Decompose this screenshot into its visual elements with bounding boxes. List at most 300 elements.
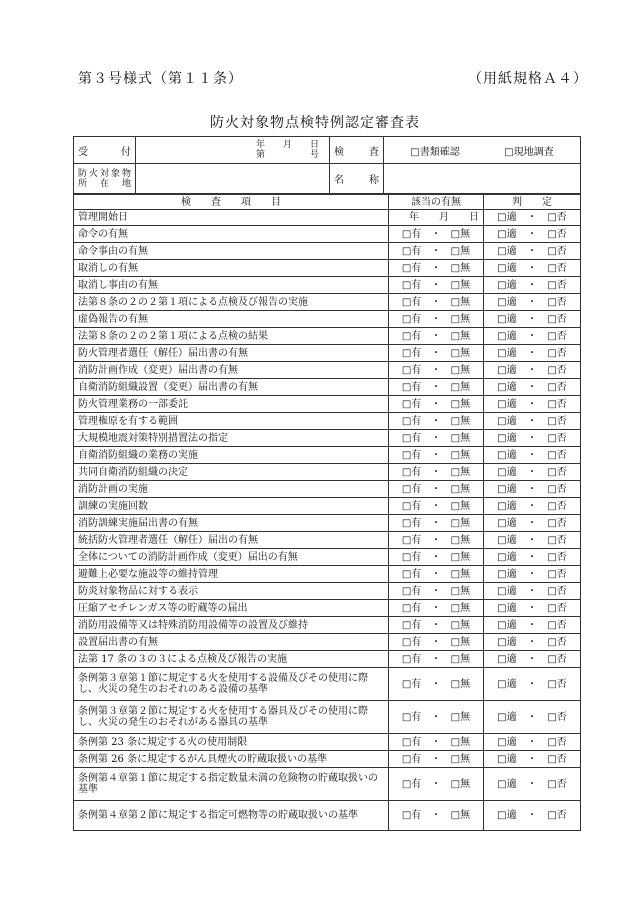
yes-checkbox[interactable]: □有: [401, 736, 422, 748]
separator: ・: [430, 279, 441, 291]
presence-cell: [389, 226, 484, 243]
separator: ・: [430, 483, 441, 495]
pass-checkbox[interactable]: □適: [497, 381, 517, 393]
yes-checkbox[interactable]: □有: [401, 364, 422, 376]
fail-checkbox[interactable]: □否: [547, 398, 567, 410]
item-label: 消防計画作成（変更）届出書の有無: [74, 362, 389, 379]
pass-checkbox[interactable]: □適: [497, 778, 517, 790]
item-label: 条例第４章第１節に規定する指定数量未満の危険物の貯蔵取扱いの基準: [74, 768, 389, 801]
presence-cell: [389, 734, 484, 751]
presence-cell: [389, 430, 484, 447]
pass-checkbox[interactable]: □適: [497, 619, 517, 631]
pass-checkbox[interactable]: □適: [497, 398, 517, 410]
presence-cell: [389, 396, 484, 413]
judgement-cell: [484, 734, 581, 751]
pass-checkbox[interactable]: □適: [497, 279, 517, 291]
yes-checkbox[interactable]: □有: [401, 245, 422, 257]
yes-checkbox[interactable]: □有: [401, 810, 422, 821]
yes-checkbox[interactable]: □有: [401, 432, 422, 444]
separator: ・: [430, 364, 441, 376]
separator: ・: [526, 585, 537, 597]
yes-checkbox[interactable]: □有: [401, 753, 422, 765]
yes-checkbox[interactable]: □有: [401, 517, 422, 529]
table-row: [74, 413, 581, 430]
no-checkbox[interactable]: □無: [450, 466, 471, 478]
separator: ・: [430, 602, 441, 614]
item-label: 自衛消防組織設置（変更）届出書の有無: [74, 379, 389, 396]
pass-checkbox[interactable]: □適: [497, 228, 517, 240]
table-row: [74, 651, 581, 668]
table-row: [74, 210, 581, 226]
judgement-cell: [484, 751, 581, 768]
pass-checkbox[interactable]: □適: [497, 568, 517, 580]
table-row: [74, 768, 581, 801]
fail-checkbox[interactable]: □否: [547, 364, 567, 376]
judgement-cell: [484, 515, 581, 532]
pass-checkbox[interactable]: □適: [497, 212, 517, 223]
pass-checkbox[interactable]: □適: [497, 330, 517, 342]
separator: ・: [430, 262, 441, 274]
item-label: 条例第３章第２節に規定する火を使用する器具及びその使用に際し、火災の発生のおそれがある器具の基準: [74, 701, 389, 734]
no-checkbox[interactable]: □無: [450, 602, 471, 614]
separator: ・: [526, 415, 537, 427]
yes-checkbox[interactable]: □有: [401, 551, 422, 563]
yes-checkbox[interactable]: □有: [401, 347, 422, 359]
item-label: 防炎対象物品に対する表示: [74, 583, 389, 600]
table-row: [74, 430, 581, 447]
presence-cell: [389, 379, 484, 396]
separator: ・: [526, 736, 537, 748]
judgement-cell: [484, 498, 581, 515]
separator: ・: [526, 381, 537, 393]
fail-checkbox[interactable]: □否: [547, 517, 567, 529]
presence-cell: [389, 294, 484, 311]
pass-checkbox[interactable]: □適: [497, 483, 517, 495]
inspection-table: [73, 194, 581, 831]
fail-checkbox[interactable]: □否: [547, 381, 567, 393]
no-checkbox[interactable]: □無: [450, 432, 471, 444]
presence-cell: [389, 277, 484, 294]
fail-checkbox[interactable]: □否: [547, 212, 567, 223]
separator: ・: [430, 711, 441, 723]
table-row: [74, 751, 581, 768]
item-label: 共同自衛消防組織の決定: [74, 464, 389, 481]
no-checkbox[interactable]: □無: [450, 517, 471, 529]
no-checkbox[interactable]: □無: [450, 483, 471, 495]
fail-checkbox[interactable]: □否: [547, 432, 567, 444]
no-checkbox[interactable]: □無: [450, 653, 471, 665]
fail-checkbox[interactable]: □否: [547, 330, 567, 342]
fail-checkbox[interactable]: □否: [547, 568, 567, 580]
yes-checkbox[interactable]: □有: [401, 678, 422, 690]
yes-checkbox[interactable]: □有: [401, 381, 422, 393]
no-checkbox[interactable]: □無: [450, 381, 471, 393]
judgement-cell: [484, 701, 581, 734]
fail-checkbox[interactable]: □否: [547, 296, 567, 308]
item-label: 条例第 26 条に規定するがん具煙火の貯蔵取扱いの基準: [74, 751, 389, 768]
judgement-cell: [484, 583, 581, 600]
table-row: [74, 294, 581, 311]
judgement-cell: [484, 396, 581, 413]
separator: ・: [526, 500, 537, 512]
separator: ・: [430, 415, 441, 427]
yes-checkbox[interactable]: □有: [401, 568, 422, 580]
presence-cell: [389, 498, 484, 515]
no-checkbox[interactable]: □無: [450, 500, 471, 512]
pass-checkbox[interactable]: □適: [497, 364, 517, 376]
separator: ・: [430, 653, 441, 665]
no-checkbox[interactable]: □無: [450, 534, 471, 546]
table-row: [74, 464, 581, 481]
separator: ・: [526, 228, 537, 240]
pass-checkbox[interactable]: □適: [497, 517, 517, 529]
item-label: 防火管理者選任（解任）届出書の有無: [74, 345, 389, 362]
yes-checkbox[interactable]: □有: [401, 602, 422, 614]
fail-checkbox[interactable]: □否: [547, 245, 567, 257]
judgement-cell: [484, 277, 581, 294]
no-checkbox[interactable]: □無: [450, 551, 471, 563]
table-row: [74, 634, 581, 651]
separator: ・: [526, 711, 537, 723]
yes-checkbox[interactable]: □有: [401, 711, 422, 723]
item-label: 取消しの有無: [74, 260, 389, 277]
pass-checkbox[interactable]: □適: [497, 753, 517, 765]
no-checkbox[interactable]: □無: [450, 364, 471, 376]
item-label: 管理権原を有する範囲: [74, 413, 389, 430]
yes-checkbox[interactable]: □有: [401, 585, 422, 597]
yes-checkbox[interactable]: □有: [401, 398, 422, 410]
yes-checkbox[interactable]: □有: [401, 449, 422, 461]
fail-checkbox[interactable]: □否: [547, 636, 567, 648]
separator: ・: [430, 432, 441, 444]
no-checkbox[interactable]: □無: [450, 449, 471, 461]
fail-checkbox[interactable]: □否: [547, 228, 567, 240]
name-field[interactable]: [384, 164, 581, 194]
fail-checkbox[interactable]: □否: [547, 736, 567, 748]
form-number: 第３号様式（第１１条）: [78, 71, 243, 87]
fail-checkbox[interactable]: □否: [547, 602, 567, 614]
separator: ・: [526, 245, 537, 257]
pass-checkbox[interactable]: □適: [497, 534, 517, 546]
pass-checkbox[interactable]: □適: [497, 653, 517, 665]
management-start-date[interactable]: 年 月 日: [389, 210, 484, 226]
separator: ・: [430, 381, 441, 393]
separator: ・: [526, 398, 537, 410]
pass-checkbox[interactable]: □適: [497, 678, 517, 690]
no-checkbox[interactable]: □無: [450, 347, 471, 359]
no-checkbox[interactable]: □無: [450, 678, 471, 690]
fail-checkbox[interactable]: □否: [547, 313, 567, 325]
pass-checkbox[interactable]: □適: [497, 602, 517, 614]
fail-checkbox[interactable]: □否: [547, 753, 567, 765]
judgement-cell: [484, 226, 581, 243]
yes-checkbox[interactable]: □有: [401, 262, 422, 274]
separator: ・: [526, 534, 537, 546]
no-checkbox[interactable]: □無: [450, 736, 471, 748]
no-checkbox[interactable]: □無: [450, 778, 471, 790]
separator: ・: [430, 347, 441, 359]
yes-checkbox[interactable]: □有: [401, 296, 422, 308]
fail-checkbox[interactable]: □否: [547, 347, 567, 359]
item-label: 全体についての消防計画作成（変更）届出の有無: [74, 549, 389, 566]
item-label: 避難上必要な施設等の維持管理: [74, 566, 389, 583]
fail-checkbox[interactable]: □否: [547, 678, 567, 690]
item-label: 法第 17 条の３の３による点検及び報告の実施: [74, 651, 389, 668]
separator: ・: [430, 313, 441, 325]
separator: ・: [430, 810, 441, 821]
separator: ・: [526, 330, 537, 342]
no-checkbox[interactable]: □無: [450, 228, 471, 240]
fail-checkbox[interactable]: □否: [547, 449, 567, 461]
separator: ・: [526, 778, 537, 790]
no-checkbox[interactable]: □無: [450, 568, 471, 580]
yes-checkbox[interactable]: □有: [401, 500, 422, 512]
item-label: 条例第 23 条に規定する火の使用制限: [74, 734, 389, 751]
no-checkbox[interactable]: □無: [450, 415, 471, 427]
pass-checkbox[interactable]: □適: [497, 585, 517, 597]
judgement-cell: [484, 481, 581, 498]
presence-cell: [389, 328, 484, 345]
table-row: [74, 549, 581, 566]
document-check-box[interactable]: □書類確認: [410, 146, 460, 158]
fail-checkbox[interactable]: □否: [547, 778, 567, 790]
item-label: 消防訓練実施届出書の有無: [74, 515, 389, 532]
table-row: [74, 362, 581, 379]
pass-checkbox[interactable]: □適: [497, 347, 517, 359]
col-header-presence: 該当の有無: [389, 195, 484, 210]
judgement-cell: [484, 600, 581, 617]
table-row: [74, 600, 581, 617]
pass-checkbox[interactable]: □適: [497, 262, 517, 274]
table-row: [74, 566, 581, 583]
item-label: 大規模地震対策特別措置法の指定: [74, 430, 389, 447]
separator: ・: [430, 585, 441, 597]
yes-checkbox[interactable]: □有: [401, 534, 422, 546]
item-label: 条例第４章第２節に規定する指定可燃物等の貯蔵取扱いの基準: [74, 801, 389, 831]
pass-checkbox[interactable]: □適: [497, 711, 517, 723]
no-checkbox[interactable]: □無: [450, 619, 471, 631]
no-checkbox[interactable]: □無: [450, 330, 471, 342]
table-row: [74, 277, 581, 294]
col-header-item: 検 査 項 目: [74, 195, 389, 210]
no-checkbox[interactable]: □無: [450, 262, 471, 274]
presence-cell: [389, 701, 484, 734]
inspection-label: 検 査: [330, 137, 384, 164]
pass-checkbox[interactable]: □適: [497, 449, 517, 461]
fail-checkbox[interactable]: □否: [547, 653, 567, 665]
no-checkbox[interactable]: □無: [450, 313, 471, 325]
separator: ・: [430, 466, 441, 478]
presence-cell: [389, 362, 484, 379]
judgement-cell: [484, 413, 581, 430]
separator: ・: [526, 551, 537, 563]
pass-checkbox[interactable]: □適: [497, 466, 517, 478]
judgement-cell: [484, 651, 581, 668]
judgement-cell: [484, 668, 581, 701]
pass-checkbox[interactable]: □適: [497, 432, 517, 444]
table-row: [74, 311, 581, 328]
pass-checkbox[interactable]: □適: [497, 500, 517, 512]
judgement-cell: [484, 294, 581, 311]
name-label: 名 称: [330, 164, 384, 194]
judgement-cell: [484, 328, 581, 345]
presence-cell: [389, 345, 484, 362]
table-row: [74, 481, 581, 498]
yes-checkbox[interactable]: □有: [401, 619, 422, 631]
yes-checkbox[interactable]: □有: [401, 653, 422, 665]
judgement-cell: [484, 634, 581, 651]
yes-checkbox[interactable]: □有: [401, 330, 422, 342]
site-check-box[interactable]: □現地調査: [504, 146, 554, 158]
table-row: [74, 701, 581, 734]
separator: ・: [430, 245, 441, 257]
item-label: 法第８条の２の２第１項による点検の結果: [74, 328, 389, 345]
separator: ・: [430, 568, 441, 580]
no-checkbox[interactable]: □無: [450, 636, 471, 648]
fail-checkbox[interactable]: □否: [547, 551, 567, 563]
no-checkbox[interactable]: □無: [450, 810, 471, 821]
judgement-cell: [484, 210, 581, 226]
judgement-cell: [484, 532, 581, 549]
separator: ・: [526, 364, 537, 376]
separator: ・: [526, 636, 537, 648]
no-checkbox[interactable]: □無: [450, 753, 471, 765]
presence-cell: [389, 751, 484, 768]
table-row: [74, 328, 581, 345]
table-row: [74, 668, 581, 701]
fail-checkbox[interactable]: □否: [547, 534, 567, 546]
table-row: [74, 226, 581, 243]
separator: ・: [526, 678, 537, 690]
presence-cell: [389, 515, 484, 532]
table-row: [74, 260, 581, 277]
no-checkbox[interactable]: □無: [450, 279, 471, 291]
fail-checkbox[interactable]: □否: [547, 466, 567, 478]
presence-cell: [389, 600, 484, 617]
pass-checkbox[interactable]: □適: [497, 736, 517, 748]
pass-checkbox[interactable]: □適: [497, 551, 517, 563]
fail-checkbox[interactable]: □否: [547, 279, 567, 291]
item-label: 虚偽報告の有無: [74, 311, 389, 328]
item-label: 命令の有無: [74, 226, 389, 243]
presence-cell: [389, 801, 484, 831]
judgement-cell: [484, 801, 581, 831]
presence-cell: [389, 617, 484, 634]
separator: ・: [430, 449, 441, 461]
fail-checkbox[interactable]: □否: [547, 810, 567, 821]
item-label: 消防計画の実施: [74, 481, 389, 498]
presence-cell: [389, 549, 484, 566]
fail-checkbox[interactable]: □否: [547, 585, 567, 597]
separator: ・: [526, 517, 537, 529]
table-row: [74, 396, 581, 413]
pass-checkbox[interactable]: □適: [497, 245, 517, 257]
table-row: [74, 617, 581, 634]
no-checkbox[interactable]: □無: [450, 245, 471, 257]
yes-checkbox[interactable]: □有: [401, 778, 422, 790]
separator: ・: [430, 678, 441, 690]
separator: ・: [430, 330, 441, 342]
yes-checkbox[interactable]: □有: [401, 415, 422, 427]
judgement-cell: [484, 447, 581, 464]
separator: ・: [526, 753, 537, 765]
no-checkbox[interactable]: □無: [450, 711, 471, 723]
item-label: 条例第３章第１節に規定する火を使用する設備及びその使用に際し、火災の発生のおそれのある設備の基準: [74, 668, 389, 701]
no-checkbox[interactable]: □無: [450, 296, 471, 308]
presence-cell: [389, 464, 484, 481]
table-row: [74, 515, 581, 532]
judgement-cell: [484, 566, 581, 583]
pass-checkbox[interactable]: □適: [497, 313, 517, 325]
receipt-date-number: 年 月 日 第 号: [136, 137, 330, 164]
separator: ・: [430, 753, 441, 765]
separator: ・: [526, 432, 537, 444]
yes-checkbox[interactable]: □有: [401, 466, 422, 478]
presence-cell: [389, 413, 484, 430]
no-checkbox[interactable]: □無: [450, 585, 471, 597]
receipt-label: 受 付: [74, 137, 136, 164]
fail-checkbox[interactable]: □否: [547, 619, 567, 631]
yes-checkbox[interactable]: □有: [401, 636, 422, 648]
separator: ・: [430, 534, 441, 546]
judgement-cell: [484, 464, 581, 481]
address-field[interactable]: [136, 164, 330, 194]
separator: ・: [526, 449, 537, 461]
separator: ・: [526, 483, 537, 495]
table-row: [74, 801, 581, 831]
fail-checkbox[interactable]: □否: [547, 262, 567, 274]
yes-checkbox[interactable]: □有: [401, 313, 422, 325]
separator: ・: [526, 212, 537, 223]
fail-checkbox[interactable]: □否: [547, 711, 567, 723]
item-label: 取消し事由の有無: [74, 277, 389, 294]
separator: ・: [430, 551, 441, 563]
presence-cell: [389, 768, 484, 801]
pass-checkbox[interactable]: □適: [497, 636, 517, 648]
table-row: [74, 243, 581, 260]
separator: ・: [430, 619, 441, 631]
presence-cell: [389, 481, 484, 498]
presence-cell: [389, 243, 484, 260]
inspection-method: [384, 137, 581, 164]
no-checkbox[interactable]: □無: [450, 398, 471, 410]
separator: ・: [526, 347, 537, 359]
separator: ・: [430, 228, 441, 240]
table-row: [74, 532, 581, 549]
yes-checkbox[interactable]: □有: [401, 279, 422, 291]
fail-checkbox[interactable]: □否: [547, 415, 567, 427]
item-label: 法第８条の２の２第１項による点検及び報告の実施: [74, 294, 389, 311]
judgement-cell: [484, 430, 581, 447]
presence-cell: [389, 260, 484, 277]
pass-checkbox[interactable]: □適: [497, 296, 517, 308]
separator: ・: [430, 296, 441, 308]
fail-checkbox[interactable]: □否: [547, 500, 567, 512]
separator: ・: [430, 778, 441, 790]
separator: ・: [526, 568, 537, 580]
table-row: [74, 379, 581, 396]
separator: ・: [430, 736, 441, 748]
fail-checkbox[interactable]: □否: [547, 483, 567, 495]
yes-checkbox[interactable]: □有: [401, 483, 422, 495]
pass-checkbox[interactable]: □適: [497, 810, 517, 821]
judgement-cell: [484, 379, 581, 396]
item-label: 設置届出書の有無: [74, 634, 389, 651]
pass-checkbox[interactable]: □適: [497, 415, 517, 427]
presence-cell: [389, 583, 484, 600]
yes-checkbox[interactable]: □有: [401, 228, 422, 240]
table-row: [74, 345, 581, 362]
